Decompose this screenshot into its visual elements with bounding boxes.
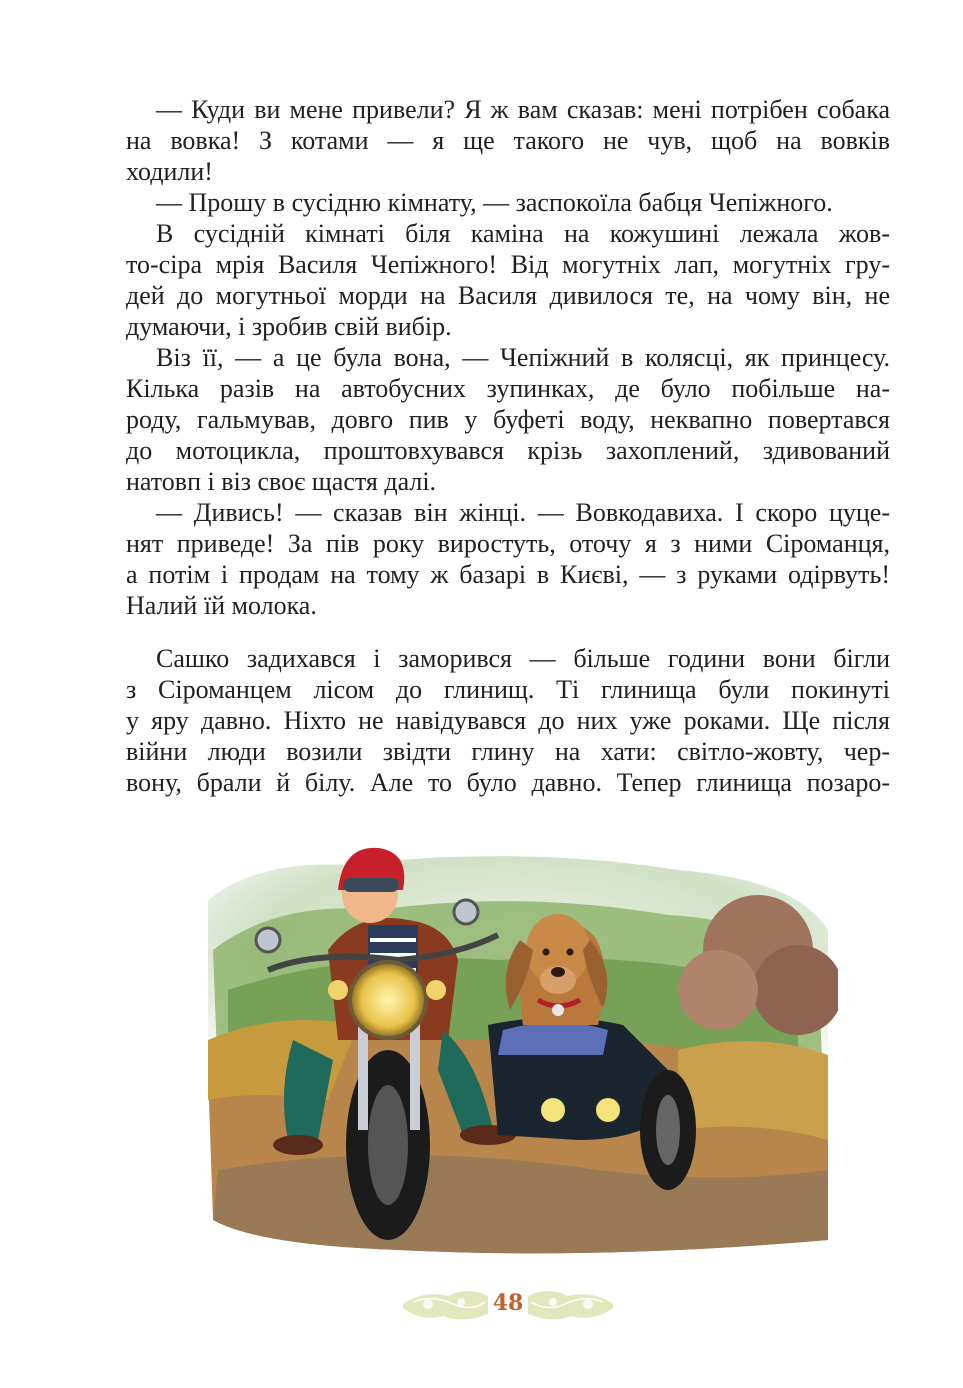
text-line: — Дивись! — сказав він жінці. — Вовкодавиха. І скоро цуце- [156, 498, 890, 527]
text-line: Кілька разів на автобусних зупинках, де було побільше на- [126, 374, 890, 403]
paragraph [126, 435, 890, 466]
paragraph-gap [126, 621, 890, 643]
text-line: натовп і віз своє щастя далі. [126, 467, 437, 496]
text-line: роду, гальмував, довго пив у буфеті воду, неквапно повертався [126, 405, 890, 434]
page-number: 48 [492, 1290, 524, 1316]
text-line: ходили! [126, 157, 213, 186]
page-footer [403, 1282, 613, 1326]
text-line: — Куди ви мене привели? Я ж вам сказав: мені потрібен [156, 95, 808, 124]
text-line: а потім і продам на тому ж базарі в Києві, — з руками одірвуть! [126, 560, 890, 589]
story-illustration [198, 840, 838, 1255]
text-line: до мотоцикла, проштовхувався крізь захоплений, здивований [126, 436, 890, 465]
paragraph [126, 736, 890, 767]
text-line: з Сіроманцем лісом до глинищ. Ті глинища були покинуті [126, 675, 890, 704]
text-line: вону, брали й білу. Але то було давно. Тепер глинища позаро- [126, 768, 890, 797]
body-text [126, 94, 890, 798]
text-line: то-сіра мрія Василя Чепіжного! Від могутніх лап, могутніх гру- [126, 250, 890, 279]
text-line: війни люди возили звідти глину на хати: світло-жовту, чер- [126, 737, 890, 766]
paragraph [126, 497, 890, 528]
paragraph [126, 280, 890, 311]
paragraph [126, 249, 890, 280]
paragraph [126, 528, 890, 559]
paragraph [126, 373, 890, 404]
paragraph [126, 342, 890, 373]
text-line: Налий їй молока. [126, 591, 317, 620]
text-line: у яру давно. Ніхто не навідувався до них уже роками. Ще після [126, 706, 890, 735]
paragraph [126, 218, 890, 249]
paragraph [126, 156, 890, 187]
motorcycle-scene-picture [198, 840, 838, 1255]
text-line: Сашко задихався і заморився — більше години вони бігли [156, 644, 890, 673]
paragraph [126, 590, 890, 621]
paragraph [126, 767, 890, 798]
paragraph [126, 643, 890, 674]
text-line: В сусідній кімнаті біля каміна на кожушині лежала жов- [156, 219, 890, 248]
text-line: думаючи, і зробив свій вибір. [126, 312, 452, 341]
paragraph [126, 559, 890, 590]
paragraph [126, 705, 890, 736]
paragraph [126, 466, 890, 497]
paragraph [126, 94, 890, 156]
text-line: нят приведе! За пів року виростуть, оточу я з ними Сіроманця, [126, 529, 890, 558]
paragraph [126, 187, 890, 218]
text-line: — Прошу в сусідню кімнату, — заспокоїла бабця Чепіжного. [156, 188, 833, 217]
paragraph [126, 674, 890, 705]
text-line: собака на вовка! З котами — я ще такого не чув, щоб на вовків [126, 95, 890, 155]
paragraph [126, 404, 890, 435]
text-line: дей до могутньої морди на Василя дивилося те, на чому він, не [126, 281, 890, 310]
paragraph [126, 311, 890, 342]
text-line: Віз її, — а це була вона, — Чепіжний в колясці, як принцесу. [156, 343, 890, 372]
